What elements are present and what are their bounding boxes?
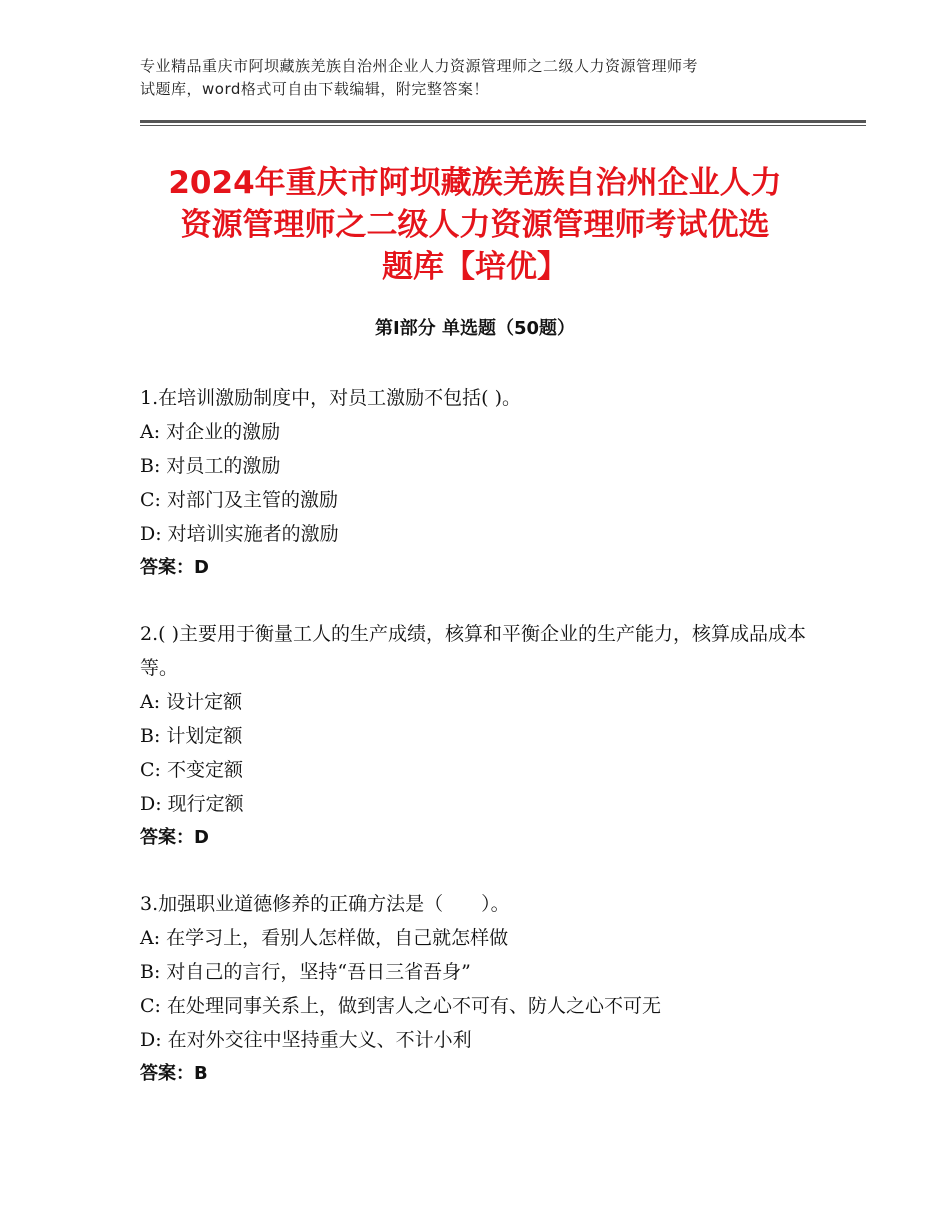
option-b: B: 计划定额	[140, 725, 243, 747]
question-3	[140, 887, 820, 1091]
section-heading: 第Ⅰ部分 单选题（50题）	[374, 318, 575, 339]
page-header	[140, 55, 840, 101]
question-stem: 3.加强职业道德修养的正确方法是（ ）。	[140, 893, 510, 915]
option-d: D: 在对外交往中坚持重大义、不计小利	[140, 1029, 472, 1051]
title-line-2: 资源管理师之二级人力资源管理师考试优选	[180, 207, 770, 243]
header-line-1: 专业精品重庆市阿坝藏族羌族自治州企业人力资源管理师之二级人力资源管理师考	[140, 57, 699, 75]
answer: 答案：B	[140, 1063, 208, 1084]
question-list	[140, 381, 820, 1123]
answer: 答案：D	[140, 827, 209, 848]
title-line-1: 2024年重庆市阿坝藏族羌族自治州企业人力	[168, 165, 782, 201]
question-stem: 2.( )主要用于衡量工人的生产成绩，核算和平衡企业的生产能力，核算成品成本等。	[140, 623, 806, 679]
option-d: D: 对培训实施者的激励	[140, 523, 339, 545]
header-line-2: 试题库，word格式可自由下载编辑，附完整答案！	[140, 80, 489, 98]
answer: 答案：D	[140, 557, 209, 578]
question-2	[140, 617, 820, 855]
header-divider-thin	[140, 125, 866, 126]
document-title	[120, 162, 830, 288]
header-divider-thick	[140, 120, 866, 123]
option-c: C: 在处理同事关系上，做到害人之心不可有、防人之心不可无	[140, 995, 661, 1017]
option-b: B: 对员工的激励	[140, 455, 281, 477]
option-a: A: 在学习上，看别人怎样做，自己就怎样做	[140, 927, 509, 949]
question-1	[140, 381, 820, 585]
option-d: D: 现行定额	[140, 793, 244, 815]
option-c: C: 不变定额	[140, 759, 243, 781]
option-b: B: 对自己的言行，坚持“吾日三省吾身”	[140, 961, 471, 983]
title-line-3: 题库【培优】	[382, 249, 568, 285]
question-stem: 1.在培训激励制度中，对员工激励不包括( )。	[140, 387, 521, 409]
option-c: C: 对部门及主管的激励	[140, 489, 338, 511]
option-a: A: 对企业的激励	[140, 421, 281, 443]
option-a: A: 设计定额	[140, 691, 243, 713]
